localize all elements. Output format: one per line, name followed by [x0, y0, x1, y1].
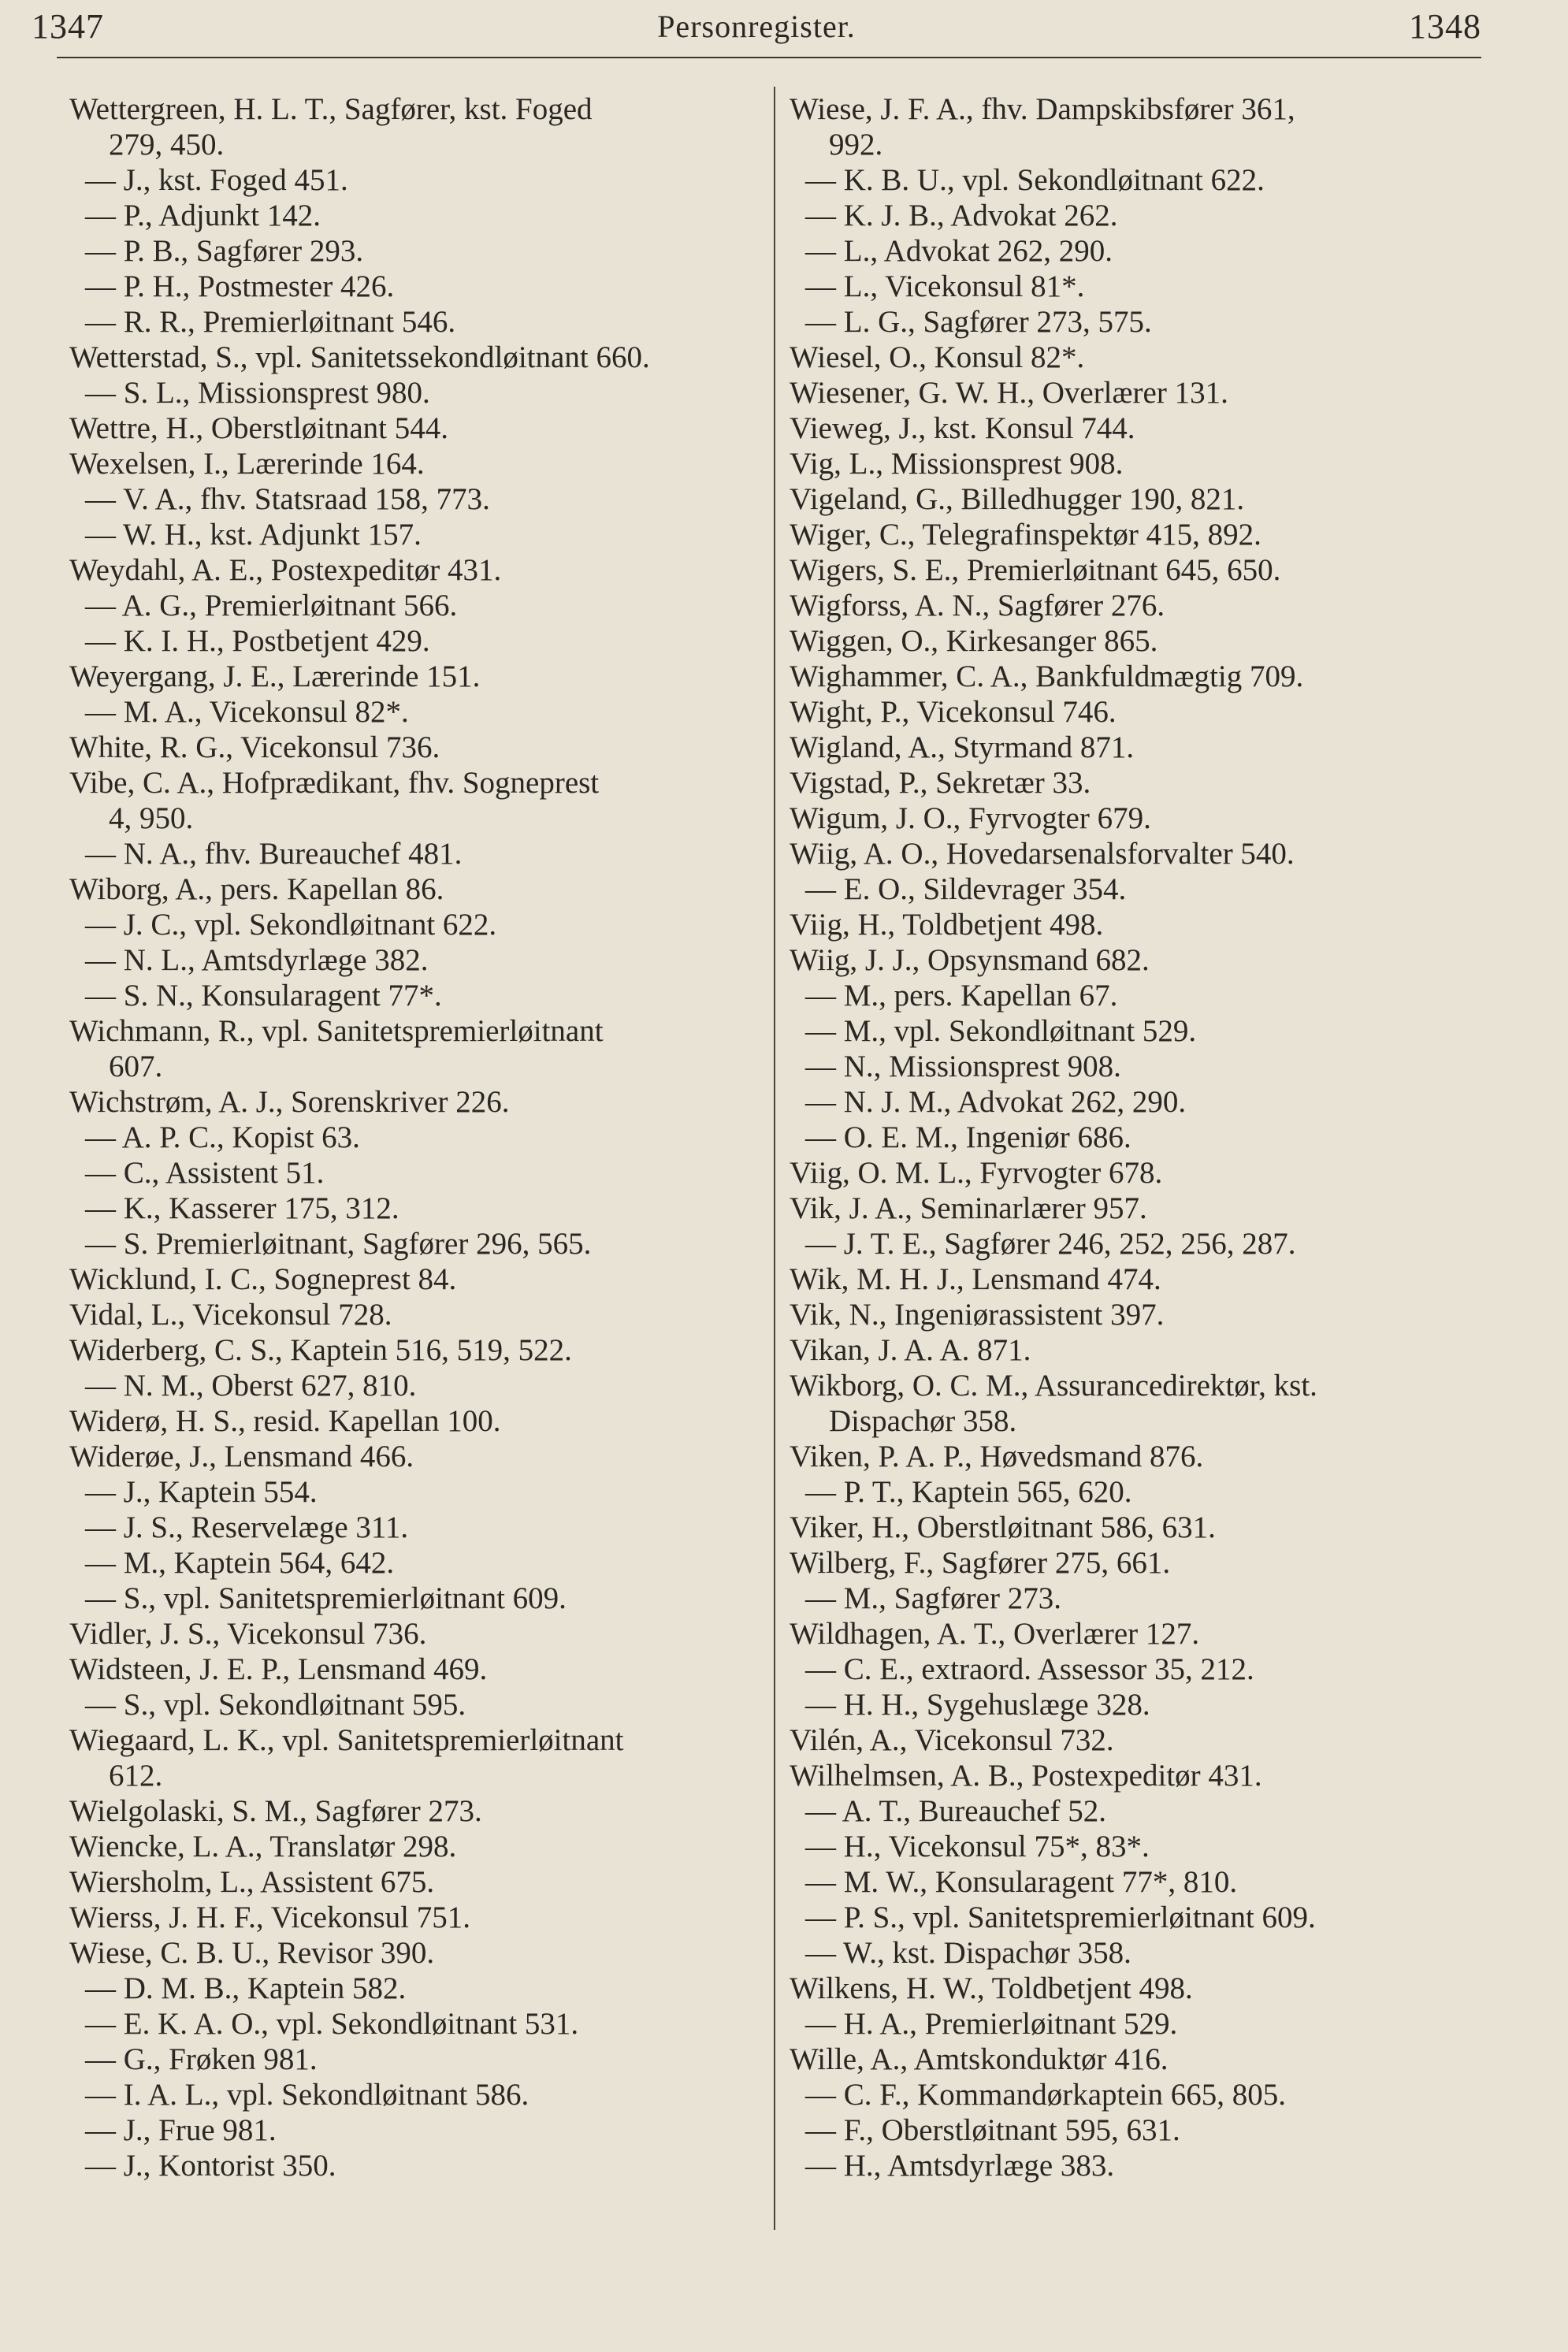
entry-line: Vidal, L., Vicekonsul 728. [69, 1298, 392, 1332]
entry-line: — D. M. B., Kaptein 582. [85, 1971, 407, 2005]
register-entry [790, 269, 1499, 304]
register-entry [69, 871, 778, 907]
register-entry [790, 2042, 1499, 2077]
entry-line: Wiig, A. O., Hovedarsenalsforvalter 540. [790, 837, 1295, 871]
register-entry [69, 446, 778, 481]
entry-line: — K. J. B., Advokat 262. [805, 199, 1118, 232]
entry-line: Widerøe, J., Lensmand 466. [69, 1440, 414, 1473]
register-entry [69, 2077, 778, 2112]
entry-line: Wight, P., Vicekonsul 746. [790, 695, 1117, 729]
register-entry [69, 269, 778, 304]
entry-line: — M. W., Konsularagent 77*, 810. [805, 1865, 1238, 1899]
register-entry [790, 942, 1499, 978]
entry-line: — M. A., Vicekonsul 82*. [85, 695, 409, 729]
register-entry [790, 2112, 1499, 2148]
register-entry [69, 1829, 778, 1864]
entry-line: Wiese, C. B. U., Revisor 390. [69, 1936, 435, 1970]
entry-line: — H., Amtsdyrlæge 383. [805, 2149, 1115, 2183]
register-entry [790, 1013, 1499, 1049]
register-entry [790, 1084, 1499, 1120]
register-entry [69, 375, 778, 411]
register-entry [790, 446, 1499, 481]
left-column [69, 91, 778, 2183]
entry-line: — S. N., Konsularagent 77*. [85, 979, 442, 1013]
entry-line: — A. T., Bureauchef 52. [805, 1794, 1106, 1828]
right-page-number: 1348 [1409, 6, 1481, 46]
register-entry [69, 1013, 778, 1084]
register-entry [790, 1616, 1499, 1652]
entry-continuation: 279, 450. [109, 128, 225, 162]
entry-line: — S., vpl. Sanitetspremierløitnant 609. [85, 1581, 567, 1615]
entry-line: — J., Kontorist 350. [85, 2149, 336, 2183]
register-entry [790, 1368, 1499, 1439]
left-page-number: 1347 [32, 6, 104, 46]
entry-line: — P. S., vpl. Sanitetspremierløitnant 609. [805, 1901, 1316, 1934]
register-entry [69, 411, 778, 446]
register-entry [790, 2006, 1499, 2042]
column-divider [774, 87, 775, 2230]
entry-line: Vidler, J. S., Vicekonsul 736. [69, 1617, 427, 1651]
register-entry [790, 871, 1499, 907]
entry-line: Wildhagen, A. T., Overlærer 127. [790, 1617, 1200, 1651]
register-entry [790, 2077, 1499, 2112]
register-entry [69, 1545, 778, 1581]
register-entry [790, 1261, 1499, 1297]
entry-line: — S. L., Missionsprest 980. [85, 376, 430, 410]
register-entry [69, 1474, 778, 1510]
entry-line: — J. S., Reservelæge 311. [85, 1510, 409, 1544]
entry-line: — J. T. E., Sagfører 246, 252, 256, 287. [805, 1227, 1296, 1261]
entry-line: Vik, J. A., Seminarlærer 957. [790, 1191, 1147, 1225]
register-entry [69, 1935, 778, 1971]
register-entry [790, 552, 1499, 588]
register-entry [69, 588, 778, 623]
entry-continuation: Dispachør 358. [829, 1404, 1017, 1438]
entry-line: Wichmann, R., vpl. Sanitetspremierløitnant [69, 1014, 604, 1048]
register-entry [790, 1687, 1499, 1722]
register-entry [69, 836, 778, 871]
register-entry [790, 765, 1499, 801]
register-entry [790, 1332, 1499, 1368]
register-entry [69, 2112, 778, 2148]
entry-line: — J., kst. Foged 451. [85, 163, 348, 197]
register-entry [69, 1793, 778, 1829]
entry-continuation: 612. [109, 1759, 163, 1793]
entry-line: — V. A., fhv. Statsraad 158, 773. [85, 482, 490, 516]
entry-line: Wierss, J. H. F., Vicekonsul 751. [69, 1901, 470, 1934]
entry-line: Wettre, H., Oberstløitnant 544. [69, 411, 449, 445]
register-entry [790, 1226, 1499, 1261]
entry-line: Viker, H., Oberstløitnant 586, 631. [790, 1510, 1216, 1544]
entry-line: — L., Vicekonsul 81*. [805, 269, 1085, 303]
entry-line: Vieweg, J., kst. Konsul 744. [790, 411, 1135, 445]
entry-line: — L. G., Sagfører 273, 575. [805, 305, 1152, 339]
entry-line: Wiesener, G. W. H., Overlærer 131. [790, 376, 1228, 410]
entry-line: — M., pers. Kapellan 67. [805, 979, 1118, 1013]
entry-line: — R. R., Premierløitnant 546. [85, 305, 456, 339]
entry-line: Wiencke, L. A., Translatør 298. [69, 1830, 457, 1863]
entry-line: White, R. G., Vicekonsul 736. [69, 730, 440, 764]
entry-continuation: 4, 950. [109, 801, 194, 835]
register-entry [69, 233, 778, 269]
entry-line: Viig, O. M. L., Fyrvogter 678. [790, 1156, 1163, 1190]
page-title: Personregister. [657, 8, 856, 44]
entry-line: — A. G., Premierløitnant 566. [85, 589, 458, 622]
entry-line: Wexelsen, I., Lærerinde 164. [69, 447, 425, 481]
entry-line: Wichstrøm, A. J., Sorenskriver 226. [69, 1085, 510, 1119]
register-entry [69, 1581, 778, 1616]
register-entry [69, 1368, 778, 1403]
entry-line: — I. A. L., vpl. Sekondløitnant 586. [85, 2078, 529, 2112]
register-entry [69, 1722, 778, 1793]
register-entry [790, 730, 1499, 765]
entry-line: Wiersholm, L., Assistent 675. [69, 1865, 435, 1899]
entry-line: Widerberg, C. S., Kaptein 516, 519, 522. [69, 1333, 572, 1367]
entry-line: — K. B. U., vpl. Sekondløitnant 622. [805, 163, 1265, 197]
entry-line: — K., Kasserer 175, 312. [85, 1191, 399, 1225]
entry-line: Viken, P. A. P., Høvedsmand 876. [790, 1440, 1204, 1473]
register-entry [790, 1474, 1499, 1510]
entry-line: Wielgolaski, S. M., Sagfører 273. [69, 1794, 482, 1828]
register-entry [790, 1049, 1499, 1084]
register-entry [790, 1545, 1499, 1581]
register-entry [790, 2148, 1499, 2183]
entry-line: — N. M., Oberst 627, 810. [85, 1369, 417, 1403]
register-entry [69, 1439, 778, 1474]
register-entry [69, 162, 778, 198]
entry-line: — H., Vicekonsul 75*, 83*. [805, 1830, 1150, 1863]
register-entry [790, 304, 1499, 340]
entry-line: Wetterstad, S., vpl. Sanitetssekondløitnant 660. [69, 340, 650, 374]
register-entry [790, 233, 1499, 269]
entry-line: — W., kst. Dispachør 358. [805, 1936, 1131, 1970]
entry-line: Wik, M. H. J., Lensmand 474. [790, 1262, 1161, 1296]
register-entry [69, 2148, 778, 2183]
register-entry [69, 1297, 778, 1332]
entry-line: — S. Premierløitnant, Sagfører 296, 565. [85, 1227, 592, 1261]
register-entry [790, 1191, 1499, 1226]
register-entry [790, 91, 1499, 162]
entry-line: Wiborg, A., pers. Kapellan 86. [69, 872, 444, 906]
header-rule [57, 57, 1481, 58]
register-entry [69, 1332, 778, 1368]
entry-line: Wicklund, I. C., Sogneprest 84. [69, 1262, 457, 1296]
register-entry [69, 1261, 778, 1297]
register-entry [790, 694, 1499, 730]
entry-line: Wigland, A., Styrmand 871. [790, 730, 1135, 764]
register-entry [790, 411, 1499, 446]
entry-line: Wilberg, F., Sagfører 275, 661. [790, 1546, 1171, 1580]
entry-line: Wilkens, H. W., Toldbetjent 498. [790, 1971, 1193, 2005]
register-entry [790, 907, 1499, 942]
entry-line: Wilhelmsen, A. B., Postexpeditør 431. [790, 1759, 1262, 1793]
entry-line: Widsteen, J. E. P., Lensmand 469. [69, 1652, 488, 1686]
entry-line: — M., Sagfører 273. [805, 1581, 1061, 1615]
entry-line: Wigforss, A. N., Sagfører 276. [790, 589, 1165, 622]
register-entry [790, 1900, 1499, 1935]
register-entry [790, 659, 1499, 694]
register-entry [790, 1829, 1499, 1864]
register-entry [69, 1084, 778, 1120]
entry-line: Wettergreen, H. L. T., Sagfører, kst. Foged [69, 92, 593, 126]
register-entry [790, 801, 1499, 836]
entry-line: Wiegaard, L. K., vpl. Sanitetspremierløitnant [69, 1723, 624, 1757]
register-entry [69, 623, 778, 659]
register-entry [790, 1758, 1499, 1793]
register-entry [69, 91, 778, 162]
entry-line: Wiggen, O., Kirkesanger 865. [790, 624, 1158, 658]
register-entry [69, 942, 778, 978]
entry-line: — O. E. M., Ingeniør 686. [805, 1120, 1131, 1154]
register-entry [790, 1864, 1499, 1900]
register-entry [69, 481, 778, 517]
register-entry [69, 1652, 778, 1687]
entry-line: — E. O., Sildevrager 354. [805, 872, 1127, 906]
register-entry [790, 623, 1499, 659]
entry-line: Wiger, C., Telegrafinspektør 415, 892. [790, 518, 1261, 552]
register-entry [790, 1510, 1499, 1545]
entry-continuation: 607. [109, 1050, 163, 1083]
entry-continuation: 992. [829, 128, 883, 162]
register-entry [790, 1971, 1499, 2006]
register-entry [790, 517, 1499, 552]
entry-line: — L., Advokat 262, 290. [805, 234, 1113, 268]
entry-line: — K. I. H., Postbetjent 429. [85, 624, 430, 658]
register-entry [69, 1403, 778, 1439]
register-entry [790, 978, 1499, 1013]
register-entry [69, 730, 778, 765]
entry-line: — C. F., Kommandørkaptein 665, 805. [805, 2078, 1287, 2112]
register-entry [69, 1971, 778, 2006]
entry-line: — G., Frøken 981. [85, 2042, 318, 2076]
entry-line: — W. H., kst. Adjunkt 157. [85, 518, 422, 552]
entry-line: — N. L., Amtsdyrlæge 382. [85, 943, 429, 977]
entry-line: Wille, A., Amtskonduktør 416. [790, 2042, 1169, 2076]
entry-line: Wigers, S. E., Premierløitnant 645, 650. [790, 553, 1281, 587]
register-entry [69, 1616, 778, 1652]
register-entry [69, 907, 778, 942]
register-entry [790, 481, 1499, 517]
register-entry [790, 1793, 1499, 1829]
register-entry [69, 517, 778, 552]
register-entry [69, 340, 778, 375]
entry-line: Vikan, J. A. A. 871. [790, 1333, 1031, 1367]
entry-line: — N. A., fhv. Bureauchef 481. [85, 837, 463, 871]
entry-line: Vik, N., Ingeniørassistent 397. [790, 1298, 1165, 1332]
page-header [32, 0, 1481, 52]
register-entry [69, 1900, 778, 1935]
right-column [790, 91, 1499, 2183]
register-entry [790, 1581, 1499, 1616]
entry-line: — E. K. A. O., vpl. Sekondløitnant 531. [85, 2007, 579, 2041]
register-entry [790, 1297, 1499, 1332]
register-entry [790, 1120, 1499, 1155]
register-entry [790, 1935, 1499, 1971]
register-entry [790, 1652, 1499, 1687]
register-entry [69, 1191, 778, 1226]
entry-line: Vig, L., Missionsprest 908. [790, 447, 1124, 481]
entry-line: — H. H., Sygehuslæge 328. [805, 1688, 1150, 1722]
register-entry [69, 978, 778, 1013]
entry-line: Wighammer, C. A., Bankfuldmægtig 709. [790, 660, 1304, 693]
entry-line: Vigeland, G., Billedhugger 190, 821. [790, 482, 1245, 516]
entry-line: Vibe, C. A., Hofprædikant, fhv. Sogneprest [69, 766, 600, 800]
entry-line: — F., Oberstløitnant 595, 631. [805, 2113, 1180, 2147]
register-entry [790, 162, 1499, 198]
register-entry [790, 198, 1499, 233]
register-entry [69, 1864, 778, 1900]
entry-line: Wikborg, O. C. M., Assurancedirektør, kst. [790, 1369, 1317, 1403]
entry-line: — J. C., vpl. Sekondløitnant 622. [85, 908, 497, 942]
entry-line: Widerø, H. S., resid. Kapellan 100. [69, 1404, 501, 1438]
entry-line: — P., Adjunkt 142. [85, 199, 321, 232]
entry-line: Wiesel, O., Konsul 82*. [790, 340, 1085, 374]
register-entry [69, 1510, 778, 1545]
entry-line: Viig, H., Toldbetjent 498. [790, 908, 1104, 942]
entry-line: Weydahl, A. E., Postexpeditør 431. [69, 553, 502, 587]
register-entry [790, 340, 1499, 375]
register-entry [790, 1155, 1499, 1191]
entry-line: Wiig, J. J., Opsynsmand 682. [790, 943, 1150, 977]
register-entry [69, 304, 778, 340]
register-entry [69, 694, 778, 730]
register-entry [69, 1155, 778, 1191]
register-entry [69, 659, 778, 694]
register-entry [790, 1439, 1499, 1474]
register-entry [69, 2042, 778, 2077]
entry-line: — C. E., extraord. Assessor 35, 212. [805, 1652, 1254, 1686]
register-entry [69, 198, 778, 233]
register-entry [69, 552, 778, 588]
entry-line: Vilén, A., Vicekonsul 732. [790, 1723, 1114, 1757]
register-entry [69, 1226, 778, 1261]
register-entry [69, 2006, 778, 2042]
entry-line: — N., Missionsprest 908. [805, 1050, 1121, 1083]
entry-line: — H. A., Premierløitnant 529. [805, 2007, 1178, 2041]
register-entry [69, 1687, 778, 1722]
entry-line: — M., Kaptein 564, 642. [85, 1546, 395, 1580]
entry-line: — N. J. M., Advokat 262, 290. [805, 1085, 1187, 1119]
entry-line: — P. H., Postmester 426. [85, 269, 395, 303]
entry-line: Weyergang, J. E., Lærerinde 151. [69, 660, 481, 693]
register-entry [790, 1722, 1499, 1758]
entry-line: — P. T., Kaptein 565, 620. [805, 1475, 1132, 1509]
entry-line: Wigum, J. O., Fyrvogter 679. [790, 801, 1151, 835]
register-entry [790, 375, 1499, 411]
entry-line: — M., vpl. Sekondløitnant 529. [805, 1014, 1197, 1048]
entry-line: — J., Kaptein 554. [85, 1475, 318, 1509]
entry-line: — C., Assistent 51. [85, 1156, 325, 1190]
register-entry [790, 588, 1499, 623]
entry-line: — J., Frue 981. [85, 2113, 277, 2147]
entry-line: Vigstad, P., Sekretær 33. [790, 766, 1091, 800]
register-entry [69, 765, 778, 836]
entry-line: Wiese, J. F. A., fhv. Dampskibsfører 361, [790, 92, 1295, 126]
register-entry [69, 1120, 778, 1155]
entry-line: — S., vpl. Sekondløitnant 595. [85, 1688, 466, 1722]
entry-line: — P. B., Sagfører 293. [85, 234, 364, 268]
register-entry [790, 836, 1499, 871]
entry-line: — A. P. C., Kopist 63. [85, 1120, 360, 1154]
